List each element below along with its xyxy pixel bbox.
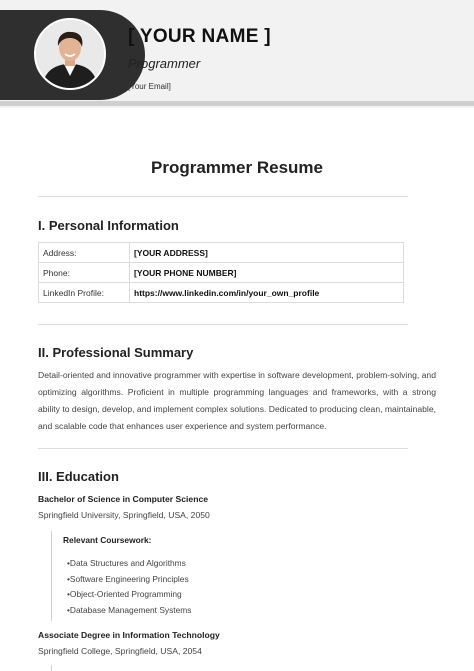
resume-header — [0, 0, 474, 108]
section-heading-personal: I. Personal Information — [38, 218, 179, 233]
page-title: Programmer Resume — [151, 158, 323, 177]
list-item: •Data Structures and Algorithms — [67, 558, 186, 568]
personal-info-table — [38, 242, 404, 303]
candidate-email: [Your Email] — [128, 82, 171, 91]
coursework-title: Relevant Coursework: — [63, 535, 152, 545]
degree-title: Associate Degree in Information Technology — [38, 630, 220, 640]
summary-paragraph: Detail-oriented and innovative programmer with expertise in software development, problem-solving, and optimizing algorithms. Proficient in multiple programming languages and frameworks, with a strong ability to design, develop, and implement complex solutions. Dedicated to producing clean, maintainable, and scalable code that enhances user experience and system performance. — [38, 370, 436, 431]
address-value: [YOUR ADDRESS] — [130, 243, 404, 263]
person-icon — [36, 20, 104, 88]
section-divider — [38, 324, 408, 325]
linkedin-link[interactable]: https://www.linkedin.com/in/your_own_profile — [130, 283, 404, 303]
linkedin-label: LinkedIn Profile: — [39, 283, 130, 303]
section-heading-summary: II. Professional Summary — [38, 345, 194, 360]
coursework-bar — [51, 665, 52, 671]
coursework-list — [67, 556, 191, 618]
table-row — [39, 283, 404, 303]
coursework-bar — [51, 531, 52, 621]
section-heading-education: III. Education — [38, 469, 119, 484]
degree-school: Springfield College, Springfield, USA, 2054 — [38, 646, 202, 656]
profile-photo — [34, 18, 106, 90]
header-divider — [0, 101, 474, 106]
degree-title: Bachelor of Science in Computer Science — [38, 494, 209, 504]
table-row — [39, 243, 404, 263]
candidate-role: Programmer — [128, 56, 201, 71]
section-divider — [38, 196, 408, 197]
list-item: •Software Engineering Principles — [67, 573, 189, 584]
section-divider — [38, 448, 408, 449]
list-item: •Database Management Systems — [67, 604, 192, 615]
address-label: Address: — [39, 243, 130, 263]
candidate-name: [ YOUR NAME ] — [128, 26, 271, 47]
degree-school: Springfield University, Springfield, USA, 2050 — [38, 510, 210, 520]
phone-label: Phone: — [39, 263, 130, 283]
phone-value: [YOUR PHONE NUMBER] — [130, 263, 404, 283]
list-item: •Object-Oriented Programming — [67, 589, 182, 599]
table-row — [39, 263, 404, 283]
